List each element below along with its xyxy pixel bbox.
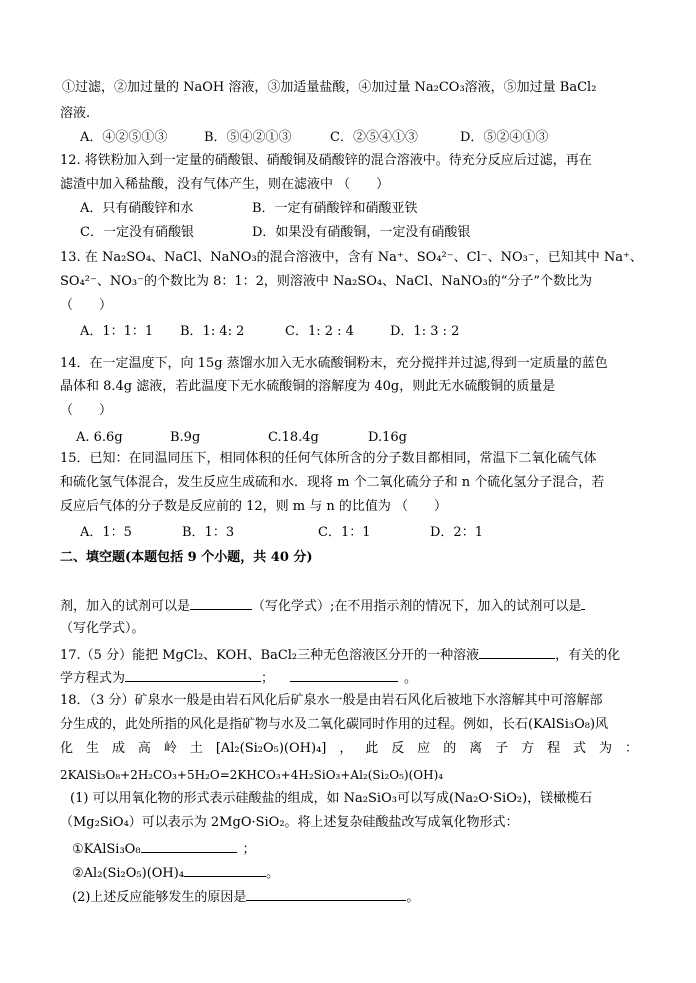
q18-line3-word: 生 bbox=[85, 741, 99, 756]
q18-line3-word: ， bbox=[339, 741, 353, 756]
q15-option-c: C．1：1 bbox=[318, 525, 371, 540]
q12-option-c: C．一定没有硝酸银 bbox=[80, 225, 194, 240]
q18-item1-end: ； bbox=[242, 842, 256, 857]
q18-item2-answer-blank[interactable] bbox=[184, 864, 266, 877]
section-heading: 二、填空题(本题包括 9 个小题，共 40 分) bbox=[60, 550, 313, 565]
q11-option-d: D．⑤②④①③ bbox=[460, 130, 549, 145]
q18-item1 bbox=[72, 840, 256, 858]
q18-line3-word: 岭 bbox=[163, 741, 177, 756]
q16-line3: （写化学式）。 bbox=[60, 621, 145, 636]
q17-line2 bbox=[60, 669, 417, 687]
q12-option-d: D．如果没有硝酸铜，一定没有硝酸银 bbox=[252, 225, 471, 240]
q18-sub2-answer-blank[interactable] bbox=[246, 888, 406, 901]
q13-option-d: D．1: 3 : 2 bbox=[390, 324, 460, 339]
q13-option-b: B．1: 4: 2 bbox=[180, 324, 245, 339]
q17-line2-text-b: ； bbox=[261, 671, 275, 686]
q16-line2-text-b: （写化学式）;在不用指示剂的情况下，加入的试剂可以是 bbox=[252, 599, 582, 614]
q18-item2 bbox=[72, 864, 279, 882]
q18-line3-word: 离 bbox=[469, 741, 483, 756]
q18-item2-label: ②Al₂(Si₂O₅)(OH)₄ bbox=[72, 866, 185, 881]
q17-line2-text-a: 学方程式为 bbox=[60, 671, 126, 686]
q18-line3-word: 为 bbox=[599, 741, 613, 756]
q11-option-c: C．②⑤④①③ bbox=[330, 130, 418, 145]
q18-equation: 2KAlSi₃O₈+2H₂CO₃+5H₂O=2KHCO₃+4H₂SiO₃+Al₂(Si₂O₅)(OH)₄ bbox=[60, 768, 444, 782]
q18-line2: 分生成的，此处所指的风化是指矿物与水及二氧化碳同时作用的过程。例如，长石(KAlSi₃O₈)风 bbox=[60, 717, 609, 732]
q13-option-a: A．1：1：1 bbox=[80, 324, 154, 339]
q17-line1 bbox=[60, 646, 620, 664]
q14-option-c: C.18.4g bbox=[268, 430, 319, 445]
q11-line2: 溶液. bbox=[60, 106, 91, 121]
q18-line3-word: 高 bbox=[137, 741, 151, 756]
q17-line2-text-c: 。 bbox=[404, 671, 418, 686]
q14-option-a: A. 6.6g bbox=[76, 430, 123, 445]
q15-option-d: D．2：1 bbox=[430, 525, 483, 540]
q18-item2-end: 。 bbox=[266, 866, 280, 881]
q15-line1: 15．已知：在同温同压下，相同体积的任何气体所含的分子数目都相同，常温下二氧化硫气体 bbox=[60, 451, 597, 466]
q17-answer-blank-3[interactable] bbox=[290, 669, 398, 682]
q17-line1-text-b: ，有关的化 bbox=[555, 648, 621, 663]
q15-line2: 和硫化氢气体混合，发生反应生成硫和水．现将 m 个二氧化硫分子和 n 个硫化氢分子混合，若 bbox=[60, 475, 605, 490]
q18-line3-word: 子 bbox=[495, 741, 509, 756]
q18-line3 bbox=[60, 741, 638, 757]
q18-line3-word: ： bbox=[624, 741, 638, 756]
q18-sub2-end: 。 bbox=[406, 890, 420, 905]
q14-line3: （ ） bbox=[60, 403, 113, 418]
q12-option-a: A．只有硝酸锌和水 bbox=[80, 201, 194, 216]
q16-line2-text-a: 剂，加入的试剂可以是 bbox=[60, 599, 191, 614]
q13-line2: SO₄²⁻、NO₃⁻的个数比为 8：1：2，则溶液中 Na₂SO₄、NaCl、NaNO₃的“分子”个数比为 bbox=[60, 274, 593, 289]
q16-answer-blank-2[interactable] bbox=[581, 597, 585, 610]
q18-line3-word: 的 bbox=[443, 741, 457, 756]
q14-option-d: D.16g bbox=[368, 430, 407, 445]
q18-line3-word: 式 bbox=[573, 741, 587, 756]
q11-line1: ①过滤，②加过量的 NaOH 溶液，③加适量盐酸，④加过量 Na₂CO₃溶液，⑤加过量 BaCl₂ bbox=[62, 80, 597, 95]
q18-sub2 bbox=[72, 888, 419, 906]
q18-sub2-label: (2)上述反应能够发生的原因是 bbox=[72, 890, 247, 905]
q18-sub1-line2: （Mg₂SiO₄）可以表示为 2MgO·SiO₂。将上述复杂硅酸盐改写成氧化物形式： bbox=[60, 815, 519, 830]
q17-line1-text-a: 17.（5 分）能把 MgCl₂、KOH、BaCl₂三种无色溶液区分开的一种溶液 bbox=[60, 648, 480, 663]
q18-item1-answer-blank[interactable] bbox=[141, 840, 237, 853]
q18-line3-word: 土 bbox=[189, 741, 203, 756]
q12-line2: 滤渣中加入稀盐酸，没有气体产生，则在滤液中 （ ） bbox=[60, 177, 390, 192]
q18-sub1-line1: (1) 可以用氧化物的形式表示硅酸盐的组成，如 Na₂SiO₃可以写成(Na₂O·SiO₂)，镁橄榄石 bbox=[70, 791, 593, 806]
q15-option-a: A．1：5 bbox=[80, 525, 132, 540]
q13-line1: 13. 在 Na₂SO₄、NaCl、NaNO₃的混合溶液中，含有 Na⁺、SO₄²⁻、Cl⁻、NO₃⁻，已知其中 Na⁺、 bbox=[60, 250, 643, 265]
q14-option-b: B.9g bbox=[170, 430, 201, 445]
q13-option-c: C．1: 2 : 4 bbox=[285, 324, 354, 339]
q11-option-b: B．⑤④②①③ bbox=[204, 130, 292, 145]
q14-line1: 14．在一定温度下，向 15g 蒸馏水加入无水硫酸铜粉末，充分搅拌并过滤,得到一定质量的蓝色 bbox=[60, 356, 608, 371]
q11-option-a: A．④②⑤①③ bbox=[80, 130, 168, 145]
q16-line2 bbox=[60, 597, 585, 615]
q15-option-b: B．1：3 bbox=[182, 525, 235, 540]
q18-item1-label: ①KAlSi₃O₈ bbox=[72, 842, 141, 857]
q13-line3: （ ） bbox=[60, 298, 113, 313]
q18-line3-word: 成 bbox=[111, 741, 125, 756]
q18-line1: 18．（3 分）矿泉水一般是由岩石风化后矿泉水一般是由岩石风化后被地下水溶解其中可溶解部 bbox=[60, 693, 603, 708]
q16-answer-blank-1[interactable] bbox=[190, 597, 252, 610]
q17-answer-blank-2[interactable] bbox=[125, 669, 261, 682]
q18-line3-word: 程 bbox=[547, 741, 561, 756]
q18-line3-word: 此 bbox=[365, 741, 379, 756]
q17-answer-blank-1[interactable] bbox=[479, 646, 555, 659]
q18-line3-word: 化 bbox=[60, 741, 74, 756]
q14-line2: 晶体和 8.4g 滤液，若此温度下无水硫酸铜的溶解度为 40g，则此无水硫酸铜的质量是 bbox=[60, 379, 556, 394]
q18-line3-word: 应 bbox=[417, 741, 431, 756]
q12-line1: 12. 将铁粉加入到一定量的硝酸银、硝酸铜及硝酸锌的混合溶液中。待充分反应后过滤，再在 bbox=[60, 153, 592, 168]
q18-line3-word: 反 bbox=[391, 741, 405, 756]
q18-line3-formula: [Al₂(Si₂O₅)(OH)₄] bbox=[215, 741, 327, 756]
q15-line3: 反应后气体的分子数是反应前的 12，则 m 与 n 的比值为 （ ） bbox=[60, 499, 448, 514]
q18-line3-word: 方 bbox=[521, 741, 535, 756]
q12-option-b: B．一定有硝酸锌和硝酸亚铁 bbox=[252, 201, 418, 216]
